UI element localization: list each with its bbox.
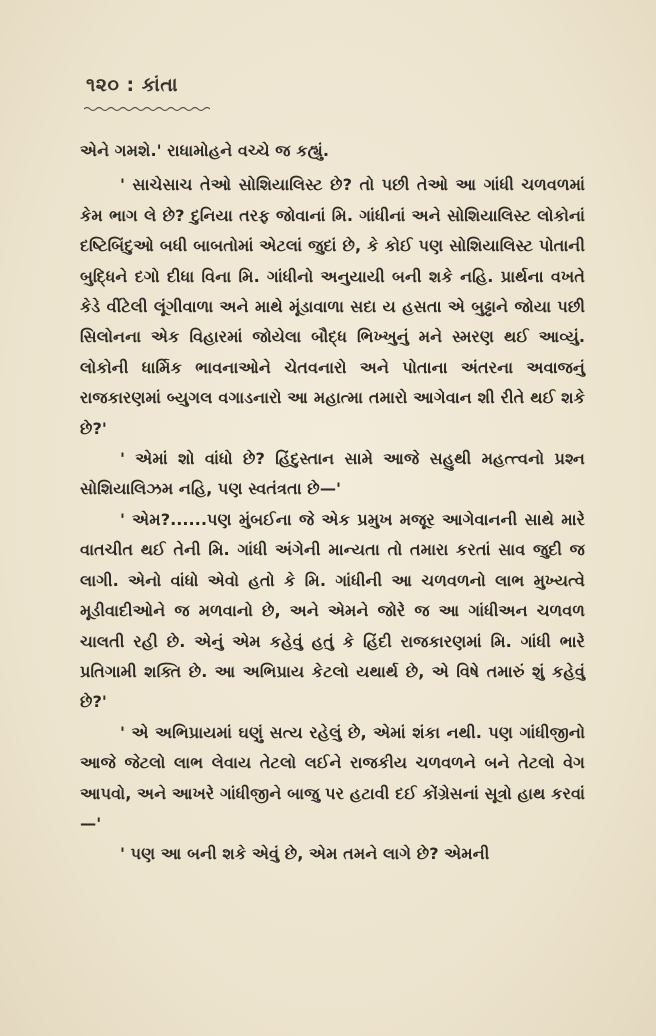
page-header: ૧૨૦ : કાંતા (86, 74, 179, 96)
page-body (80, 136, 585, 870)
paragraph-2: ' સાચેસાચ તેઓ સોશિયાલિસ્ટ છે? તો પછી તેઓ આ ગાંધી ચળવળમાં કેમ ભાગ લે છે? દુનિયા તરફ જોવાનાં મિ. ગાંધીનાં અને સોશિયાલિસ્ટ લોકોનાં દષ્ટિબિંદુઓ બધી બાબતોમાં એટલાં જુદાં છે, કે કોઈ પણ સોશિયાલિસ્ટ પોતાની બુદ્ધિને દગો દીધા વિના મિ. ગાંધીનો અનુયાયી બની શકે નહિ. પ્રાર્થના વખતે કેડે વીંટેલી લૂંગીવાળા અને માથે મૂંડાવાળા સદા ય હસતા એ બુઢ્ઢાને જોયા પછી સિલોનના એક વિહારમાં જોયેલા બૌદ્ધ ભિખ્ખુનું મને સ્મરણ થઈ આવ્યું. લોકોની ધાર્મિક ભાવનાઓને ચેતવનારો અને પોતાના અંતરના અવાજનું રાજકારણમાં બ્યુગલ વગાડનારો આ મહાત્મા તમારો આગેવાન શી રીતે થઈ શકે છે?' (80, 175, 585, 438)
paragraph-6: ' પણ આ બની શકે એવું છે, એમ તમને લાગે છે? એમની (120, 844, 490, 864)
paragraph-3: ' એમાં શો વાંધો છે? હિંદુસ્તાન સામે આજે સહુથી મહત્ત્વનો પ્રશ્ન સોશિયાલિઝમ નહિ, પણ સ્વતંત્રતા છે—' (80, 449, 585, 499)
paragraph-5: ' એ અભિપ્રાયમાં ઘણું સત્ય રહેલું છે, એમાં શંકા નથી. પણ ગાંધીજીનો આજે જેટલો લાભ લેવાય તેટલો લઈને રાજકીય ચળવળને બને તેટલો વેગ આપવો, અને આખરે ગાંધીજીને બાજુ પર હટાવી દઈ કોંગ્રેસનાં સૂત્રો હાથ કરવાં—' (80, 722, 585, 833)
header-wavy-rule (84, 106, 210, 112)
paragraph-1: એને ગમશે.' રાધામોહને વચ્ચે જ કહ્યું. (80, 141, 330, 160)
paragraph-4: ' એમ?......પણ મુંબઈના જે એક પ્રમુખ મજૂર આગેવાનની સાથે મારે વાતચીત થઈ તેની મિ. ગાંધી અંગેની માન્યતા તો તમારા કરતાં સાવ જુદી જ લાગી. એનો વાંધો એવો હતો કે મિ. ગાંધીની આ ચળવળનો લાભ મુખ્યત્વે મૂડીવાદીઓને જ મળવાનો છે, અને એમને જોરે જ આ ગાંધીઅન ચળવળ ચાલતી રહી છે. એનું એમ કહેવું હતું કે હિંદી રાજકારણમાં મિ. ગાંધી ભારે પ્રતિગામી શક્તિ છે. આ અભિપ્રાય કેટલો યથાર્થ છે, એ વિષે તમારું શું કહેવું છે?' (80, 509, 585, 712)
